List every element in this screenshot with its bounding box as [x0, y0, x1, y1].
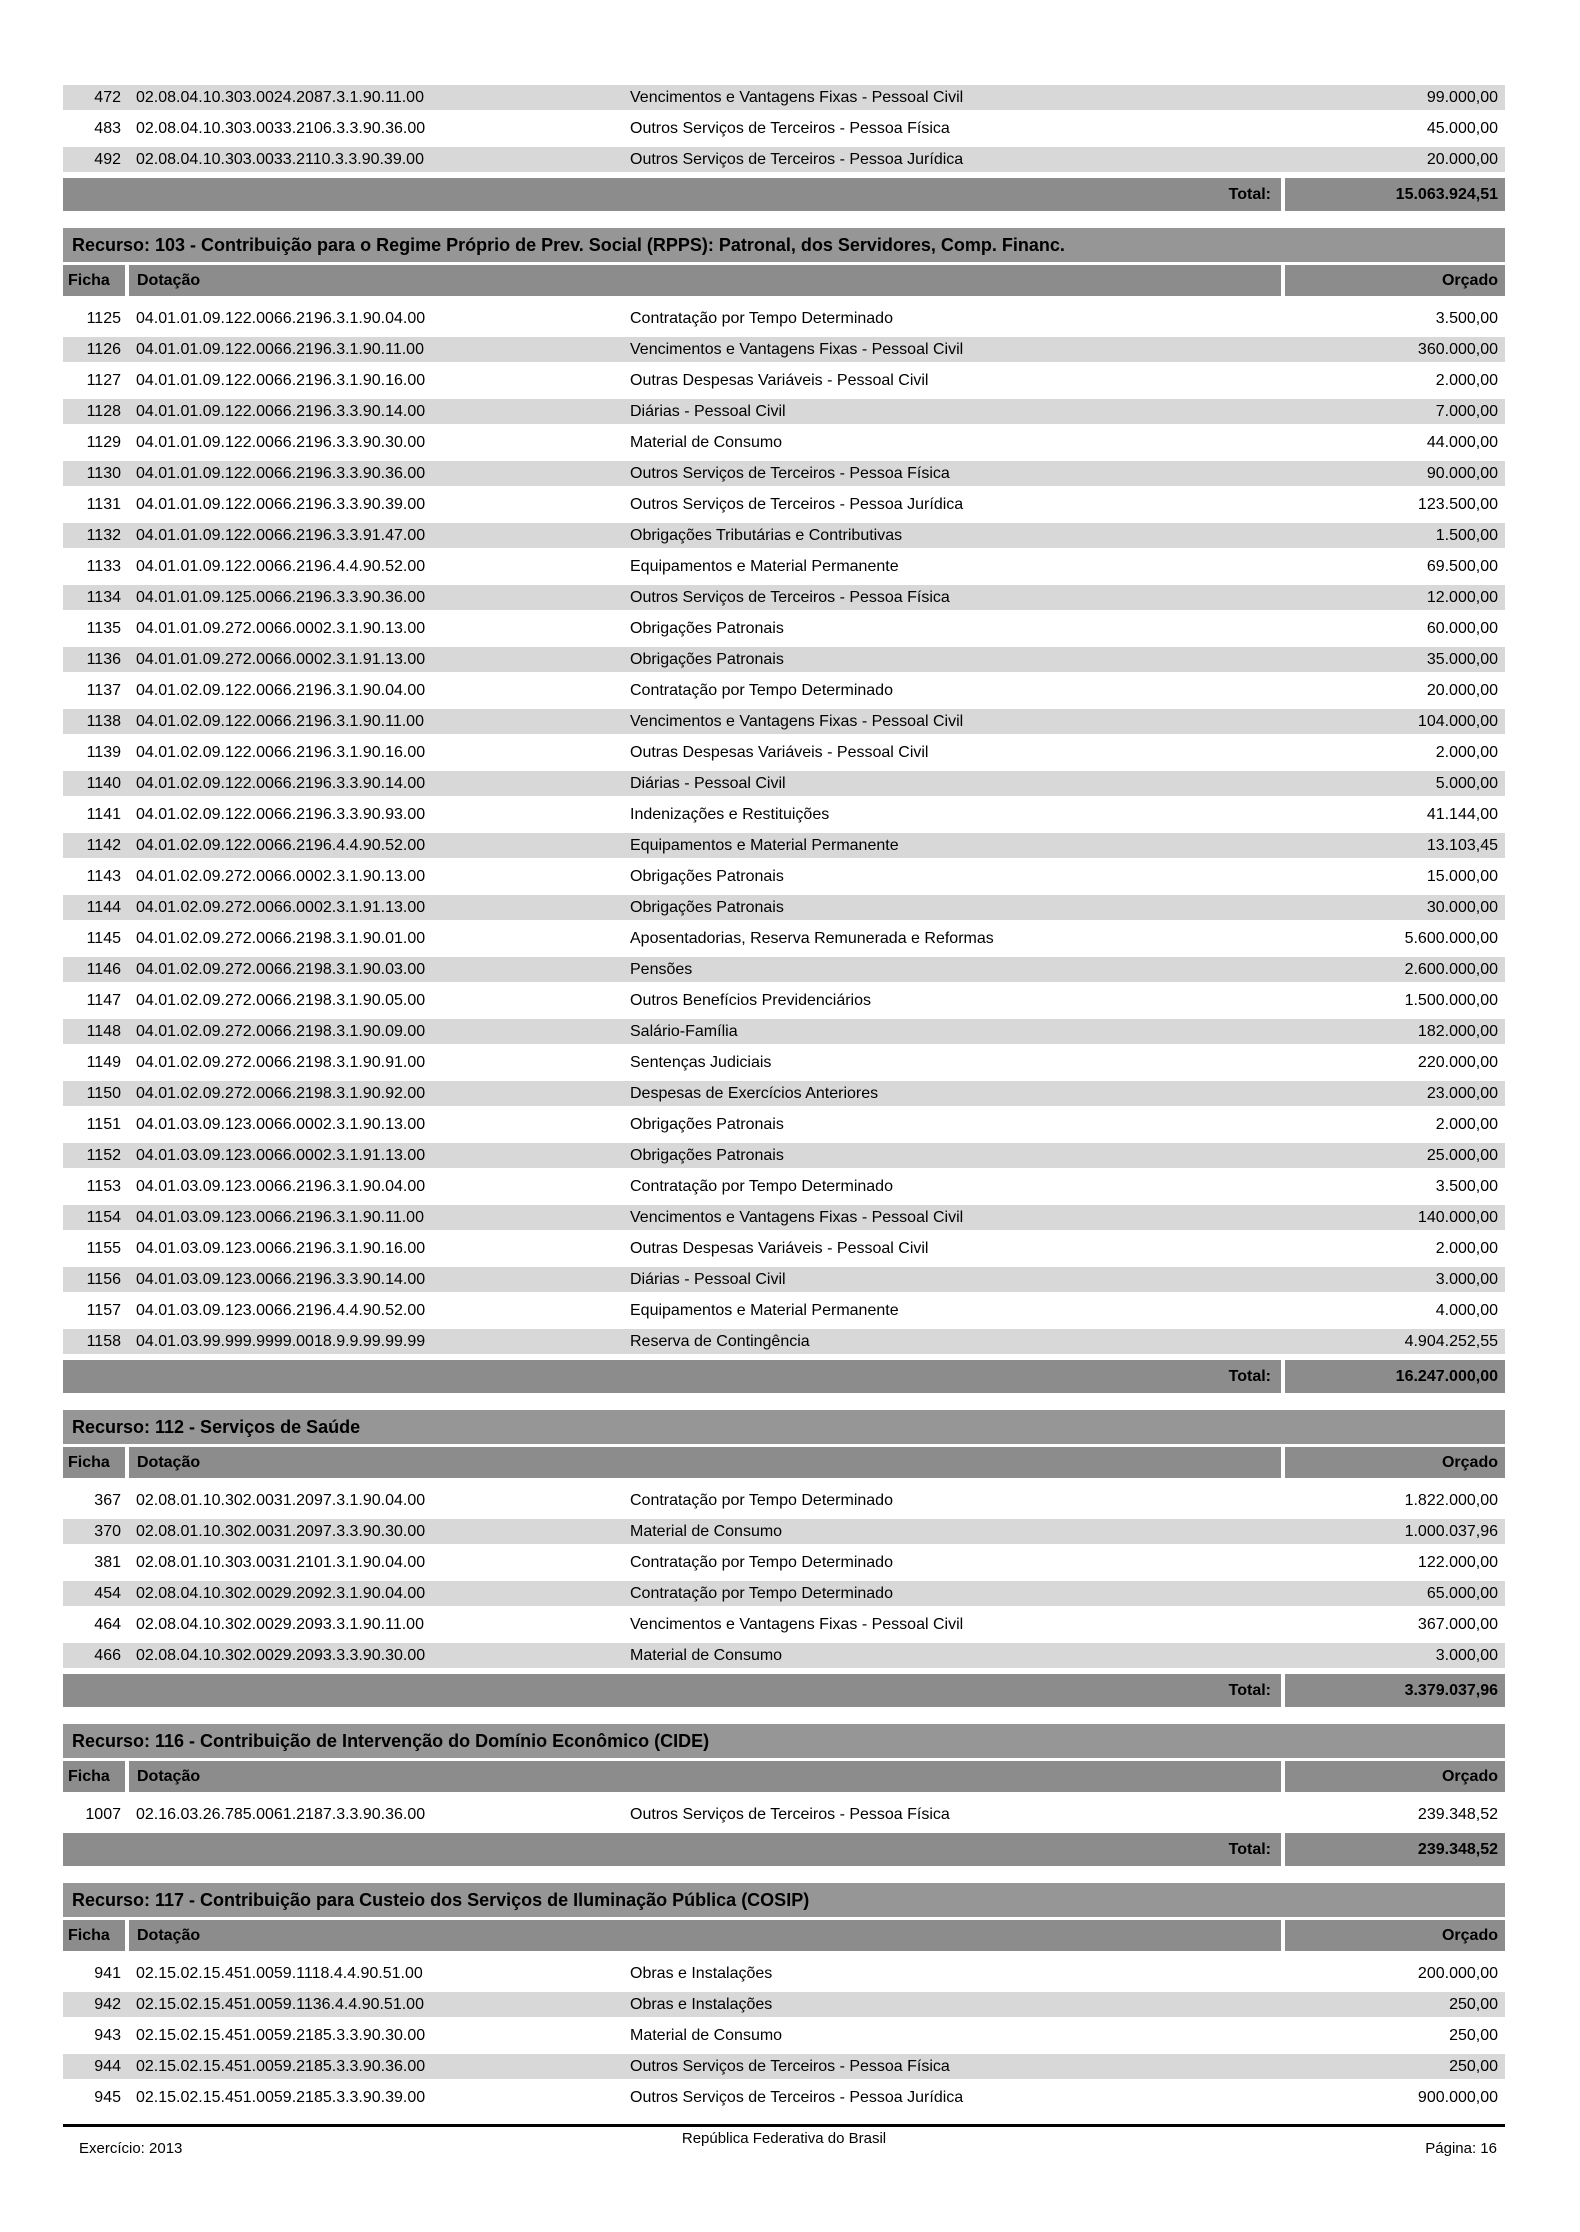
ficha-cell: 492	[94, 150, 121, 168]
table-row	[63, 2085, 1505, 2110]
orcado-cell: 99.000,00	[1426, 88, 1498, 106]
ficha-cell: 1130	[86, 464, 121, 482]
ficha-cell: 1129	[86, 433, 121, 451]
orcado-cell: 90.000,00	[1426, 464, 1498, 482]
page-footer	[63, 2124, 1505, 2187]
orcado-cell: 1.000.037,96	[1404, 1522, 1498, 1540]
footer-country-title: República Federativa do Brasil	[681, 2130, 887, 2147]
orcado-cell: 140.000,00	[1417, 1208, 1498, 1226]
ficha-cell: 1135	[86, 619, 121, 637]
descricao-cell: Outros Serviços de Terceiros - Pessoa Física	[630, 588, 950, 606]
orcado-cell: 104.000,00	[1417, 712, 1498, 730]
orcado-cell: 30.000,00	[1426, 898, 1498, 916]
column-header-ficha: Ficha	[68, 271, 110, 289]
total-label: Total:	[63, 1833, 1281, 1866]
ficha-cell: 1142	[86, 836, 121, 854]
table-row	[63, 399, 1505, 424]
descricao-cell: Outros Serviços de Terceiros - Pessoa Jurídica	[630, 2088, 964, 2106]
column-header-dotacao: Dotação	[125, 265, 1281, 296]
descricao-cell: Contratação por Tempo Determinado	[630, 681, 893, 699]
dotacao-cell: 02.08.01.10.302.0031.2097.3.1.90.04.00	[136, 1491, 426, 1509]
table-row	[63, 1019, 1505, 1044]
table-row	[63, 709, 1505, 734]
descricao-cell: Obrigações Patronais	[630, 650, 784, 668]
table-rows	[63, 306, 1505, 1354]
descricao-cell: Outras Despesas Variáveis - Pessoal Civil	[630, 1239, 929, 1257]
orcado-cell: 367.000,00	[1417, 1615, 1498, 1633]
descricao-cell: Outros Benefícios Previdenciários	[630, 991, 871, 1009]
ficha-cell: 1132	[86, 526, 121, 544]
descricao-cell: Vencimentos e Vantagens Fixas - Pessoal Civil	[630, 88, 964, 106]
ficha-cell: 472	[94, 88, 121, 106]
orcado-cell: 13.103,45	[1426, 836, 1498, 854]
table-row	[63, 1236, 1505, 1261]
dotacao-cell: 04.01.01.09.122.0066.2196.3.3.91.47.00	[136, 526, 426, 544]
ficha-cell: 945	[94, 2088, 121, 2106]
column-header-dotacao: Dotação	[125, 1761, 1281, 1792]
total-row	[63, 1833, 1505, 1866]
orcado-cell: 44.000,00	[1426, 433, 1498, 451]
descricao-cell: Outros Serviços de Terceiros - Pessoa Jurídica	[630, 495, 964, 513]
recurso-section	[63, 228, 1505, 1393]
orcado-cell: 20.000,00	[1426, 150, 1498, 168]
table-row	[63, 554, 1505, 579]
dotacao-cell: 04.01.02.09.122.0066.2196.4.4.90.52.00	[136, 836, 426, 854]
ficha-cell: 454	[94, 1584, 121, 1602]
ficha-cell: 1145	[86, 929, 121, 947]
recurso-section-title: Recurso: 112 - Serviços de Saúde	[63, 1410, 1505, 1444]
ficha-cell: 464	[94, 1615, 121, 1633]
ficha-cell: 1126	[86, 340, 121, 358]
table-row	[63, 895, 1505, 920]
ficha-cell: 1143	[86, 867, 121, 885]
table-row	[63, 523, 1505, 548]
table-row	[63, 864, 1505, 889]
dotacao-cell: 02.08.04.10.303.0033.2110.3.3.90.39.00	[136, 150, 424, 168]
footer-exercicio-label: Exercício: 2013	[79, 2140, 183, 2157]
orcado-cell: 122.000,00	[1417, 1553, 1498, 1571]
ficha-cell: 1128	[86, 402, 121, 420]
orcado-cell: 5.000,00	[1435, 774, 1498, 792]
dotacao-cell: 02.08.01.10.303.0031.2101.3.1.90.04.00	[136, 1553, 426, 1571]
recurso-section-title: Recurso: 116 - Contribuição de Intervenção do Domínio Econômico (CIDE)	[63, 1724, 1505, 1758]
descricao-cell: Equipamentos e Material Permanente	[630, 557, 899, 575]
ficha-cell: 1137	[86, 681, 121, 699]
table-row	[63, 1143, 1505, 1168]
descricao-cell: Contratação por Tempo Determinado	[630, 1491, 893, 1509]
descricao-cell: Material de Consumo	[630, 2026, 783, 2044]
table-row	[63, 1643, 1505, 1668]
orcado-cell: 45.000,00	[1426, 119, 1498, 137]
ficha-cell: 1136	[86, 650, 121, 668]
dotacao-cell: 04.01.02.09.122.0066.2196.3.1.90.04.00	[136, 681, 426, 699]
dotacao-cell: 02.16.03.26.785.0061.2187.3.3.90.36.00	[136, 1805, 426, 1823]
orcado-cell: 3.500,00	[1435, 1177, 1498, 1195]
orcado-cell: 3.000,00	[1435, 1270, 1498, 1288]
ficha-cell: 466	[94, 1646, 121, 1664]
ficha-cell: 1155	[86, 1239, 121, 1257]
ficha-cell: 943	[94, 2026, 121, 2044]
table-row	[63, 1550, 1505, 1575]
descricao-cell: Outros Serviços de Terceiros - Pessoa Física	[630, 119, 950, 137]
dotacao-cell: 04.01.03.09.123.0066.2196.3.3.90.14.00	[136, 1270, 426, 1288]
recurso-section	[63, 1410, 1505, 1707]
dotacao-cell: 02.15.02.15.451.0059.2185.3.3.90.30.00	[136, 2026, 426, 2044]
orcado-cell: 200.000,00	[1417, 1964, 1498, 1982]
dotacao-cell: 04.01.03.09.123.0066.2196.3.1.90.16.00	[136, 1239, 426, 1257]
descricao-cell: Outros Serviços de Terceiros - Pessoa Jurídica	[630, 150, 964, 168]
descricao-cell: Obras e Instalações	[630, 1995, 773, 2013]
descricao-cell: Outros Serviços de Terceiros - Pessoa Física	[630, 2057, 950, 2075]
descricao-cell: Vencimentos e Vantagens Fixas - Pessoal Civil	[630, 712, 964, 730]
ficha-cell: 1138	[86, 712, 121, 730]
orcado-cell: 360.000,00	[1417, 340, 1498, 358]
table-row	[63, 1050, 1505, 1075]
dotacao-cell: 04.01.01.09.122.0066.2196.3.3.90.39.00	[136, 495, 426, 513]
column-header-ficha: Ficha	[68, 1453, 110, 1471]
descricao-cell: Obrigações Tributárias e Contributivas	[630, 526, 903, 544]
ficha-cell: 941	[94, 1964, 121, 1982]
dotacao-cell: 04.01.01.09.122.0066.2196.3.1.90.04.00	[136, 309, 426, 327]
orcado-cell: 41.144,00	[1426, 805, 1498, 823]
dotacao-cell: 04.01.01.09.122.0066.2196.3.1.90.11.00	[136, 340, 424, 358]
ficha-cell: 483	[94, 119, 121, 137]
dotacao-cell: 04.01.01.09.122.0066.2196.4.4.90.52.00	[136, 557, 426, 575]
table-row	[63, 740, 1505, 765]
table-row	[63, 337, 1505, 362]
dotacao-cell: 04.01.02.09.272.0066.0002.3.1.91.13.00	[136, 898, 426, 916]
ficha-cell: 370	[94, 1522, 121, 1540]
column-header-orcado: Orçado	[1281, 265, 1505, 296]
ficha-cell: 1151	[86, 1115, 121, 1133]
table-row	[63, 116, 1505, 141]
descricao-cell: Contratação por Tempo Determinado	[630, 1177, 893, 1195]
orcado-cell: 60.000,00	[1426, 619, 1498, 637]
ficha-cell: 1146	[86, 960, 121, 978]
table-rows	[63, 1802, 1505, 1827]
orcado-cell: 239.348,52	[1417, 1805, 1498, 1823]
ficha-cell: 1133	[86, 557, 121, 575]
table-row	[63, 1267, 1505, 1292]
total-label: Total:	[63, 1674, 1281, 1707]
ficha-cell: 1153	[86, 1177, 121, 1195]
descricao-cell: Diárias - Pessoal Civil	[630, 774, 786, 792]
descricao-cell: Contratação por Tempo Determinado	[630, 309, 893, 327]
descricao-cell: Vencimentos e Vantagens Fixas - Pessoal Civil	[630, 1615, 964, 1633]
column-header-row	[63, 1447, 1505, 1478]
orcado-cell: 1.822.000,00	[1404, 1491, 1498, 1509]
orcado-cell: 2.600.000,00	[1404, 960, 1498, 978]
column-header-ficha: Ficha	[68, 1926, 110, 1944]
descricao-cell: Obrigações Patronais	[630, 867, 784, 885]
orcado-cell: 12.000,00	[1426, 588, 1498, 606]
dotacao-cell: 04.01.01.09.122.0066.2196.3.1.90.16.00	[136, 371, 426, 389]
recurso-section	[63, 1724, 1505, 1866]
dotacao-cell: 04.01.03.09.123.0066.2196.3.1.90.11.00	[136, 1208, 424, 1226]
footer-page-number: Página: 16	[1425, 2140, 1497, 2157]
total-value: 3.379.037,96	[1285, 1674, 1505, 1707]
total-value: 16.247.000,00	[1285, 1360, 1505, 1393]
table-row	[63, 988, 1505, 1013]
dotacao-cell: 04.01.02.09.272.0066.2198.3.1.90.05.00	[136, 991, 426, 1009]
ficha-cell: 381	[94, 1553, 121, 1571]
table-row	[63, 1205, 1505, 1230]
orcado-cell: 250,00	[1449, 2026, 1498, 2044]
dotacao-cell: 02.08.04.10.302.0029.2093.3.1.90.11.00	[136, 1615, 424, 1633]
column-header-ficha: Ficha	[68, 1767, 110, 1785]
table-row	[63, 1992, 1505, 2017]
recurso-section	[63, 85, 1505, 211]
dotacao-cell: 02.15.02.15.451.0059.2185.3.3.90.39.00	[136, 2088, 426, 2106]
table-rows	[63, 1488, 1505, 1668]
table-row	[63, 1081, 1505, 1106]
ficha-cell: 1127	[86, 371, 121, 389]
descricao-cell: Obrigações Patronais	[630, 619, 784, 637]
ficha-cell: 1156	[86, 1270, 121, 1288]
dotacao-cell: 02.08.01.10.302.0031.2097.3.3.90.30.00	[136, 1522, 426, 1540]
orcado-cell: 2.000,00	[1435, 743, 1498, 761]
ficha-cell: 1152	[86, 1146, 121, 1164]
orcado-cell: 220.000,00	[1417, 1053, 1498, 1071]
table-row	[63, 678, 1505, 703]
orcado-cell: 20.000,00	[1426, 681, 1498, 699]
table-row	[63, 957, 1505, 982]
sections-container	[63, 75, 1505, 2127]
table-row	[63, 1802, 1505, 1827]
ficha-cell: 1147	[86, 991, 121, 1009]
dotacao-cell: 04.01.01.09.122.0066.2196.3.3.90.30.00	[136, 433, 426, 451]
table-row	[63, 1112, 1505, 1137]
table-row	[63, 430, 1505, 455]
table-row	[63, 85, 1505, 110]
descricao-cell: Outros Serviços de Terceiros - Pessoa Física	[630, 464, 950, 482]
dotacao-cell: 04.01.03.09.123.0066.2196.4.4.90.52.00	[136, 1301, 426, 1319]
descricao-cell: Indenizações e Restituições	[630, 805, 830, 823]
recurso-section-title: Recurso: 117 - Contribuição para Custeio dos Serviços de Iluminação Pública (COSIP)	[63, 1883, 1505, 1917]
descricao-cell: Pensões	[630, 960, 693, 978]
dotacao-cell: 04.01.02.09.272.0066.2198.3.1.90.03.00	[136, 960, 426, 978]
dotacao-cell: 02.08.04.10.302.0029.2092.3.1.90.04.00	[136, 1584, 426, 1602]
table-row	[63, 1581, 1505, 1606]
ficha-cell: 1157	[86, 1301, 121, 1319]
dotacao-cell: 04.01.02.09.272.0066.0002.3.1.90.13.00	[136, 867, 426, 885]
table-row	[63, 585, 1505, 610]
orcado-cell: 2.000,00	[1435, 371, 1498, 389]
orcado-cell: 1.500.000,00	[1404, 991, 1498, 1009]
dotacao-cell: 04.01.03.09.123.0066.0002.3.1.90.13.00	[136, 1115, 426, 1133]
descricao-cell: Reserva de Contingência	[630, 1332, 810, 1350]
table-row	[63, 926, 1505, 951]
descricao-cell: Obrigações Patronais	[630, 898, 784, 916]
orcado-cell: 2.000,00	[1435, 1115, 1498, 1133]
orcado-cell: 7.000,00	[1435, 402, 1498, 420]
column-header-row	[63, 265, 1505, 296]
dotacao-cell: 04.01.02.09.122.0066.2196.3.1.90.16.00	[136, 743, 426, 761]
orcado-cell: 23.000,00	[1426, 1084, 1498, 1102]
table-row	[63, 802, 1505, 827]
ficha-cell: 1149	[86, 1053, 121, 1071]
table-row	[63, 616, 1505, 641]
table-row	[63, 771, 1505, 796]
table-row	[63, 368, 1505, 393]
total-label: Total:	[63, 1360, 1281, 1393]
dotacao-cell: 04.01.02.09.122.0066.2196.3.1.90.11.00	[136, 712, 424, 730]
descricao-cell: Outros Serviços de Terceiros - Pessoa Física	[630, 1805, 950, 1823]
dotacao-cell: 02.08.04.10.302.0029.2093.3.3.90.30.00	[136, 1646, 426, 1664]
dotacao-cell: 04.01.02.09.122.0066.2196.3.3.90.93.00	[136, 805, 426, 823]
orcado-cell: 3.000,00	[1435, 1646, 1498, 1664]
ficha-cell: 944	[94, 2057, 121, 2075]
table-rows	[63, 85, 1505, 172]
descricao-cell: Material de Consumo	[630, 433, 783, 451]
orcado-cell: 250,00	[1449, 2057, 1498, 2075]
dotacao-cell: 02.15.02.15.451.0059.1118.4.4.90.51.00	[136, 1964, 423, 1982]
descricao-cell: Vencimentos e Vantagens Fixas - Pessoal Civil	[630, 340, 964, 358]
dotacao-cell: 04.01.01.09.272.0066.0002.3.1.90.13.00	[136, 619, 426, 637]
dotacao-cell: 02.15.02.15.451.0059.2185.3.3.90.36.00	[136, 2057, 426, 2075]
dotacao-cell: 02.15.02.15.451.0059.1136.4.4.90.51.00	[136, 1995, 424, 2013]
descricao-cell: Vencimentos e Vantagens Fixas - Pessoal Civil	[630, 1208, 964, 1226]
dotacao-cell: 04.01.02.09.122.0066.2196.3.3.90.14.00	[136, 774, 426, 792]
ficha-cell: 1148	[86, 1022, 121, 1040]
table-row	[63, 1519, 1505, 1544]
orcado-cell: 1.500,00	[1435, 526, 1498, 544]
orcado-cell: 69.500,00	[1426, 557, 1498, 575]
orcado-cell: 4.000,00	[1435, 1301, 1498, 1319]
orcado-cell: 123.500,00	[1417, 495, 1498, 513]
table-row	[63, 833, 1505, 858]
dotacao-cell: 04.01.03.09.123.0066.2196.3.1.90.04.00	[136, 1177, 426, 1195]
ficha-cell: 1007	[85, 1805, 121, 1823]
descricao-cell: Outras Despesas Variáveis - Pessoal Civil	[630, 743, 929, 761]
column-header-orcado: Orçado	[1281, 1761, 1505, 1792]
descricao-cell: Salário-Família	[630, 1022, 738, 1040]
orcado-cell: 900.000,00	[1417, 2088, 1498, 2106]
column-header-orcado: Orçado	[1281, 1920, 1505, 1951]
descricao-cell: Material de Consumo	[630, 1522, 783, 1540]
dotacao-cell: 04.01.01.09.122.0066.2196.3.3.90.36.00	[136, 464, 426, 482]
column-header-dotacao: Dotação	[125, 1447, 1281, 1478]
descricao-cell: Outras Despesas Variáveis - Pessoal Civil	[630, 371, 929, 389]
ficha-cell: 1125	[86, 309, 121, 327]
table-row	[63, 492, 1505, 517]
orcado-cell: 35.000,00	[1426, 650, 1498, 668]
dotacao-cell: 04.01.01.09.122.0066.2196.3.3.90.14.00	[136, 402, 426, 420]
recurso-section	[63, 1883, 1505, 2110]
column-header-row	[63, 1761, 1505, 1792]
orcado-cell: 3.500,00	[1435, 309, 1498, 327]
table-row	[63, 2054, 1505, 2079]
column-header-orcado: Orçado	[1281, 1447, 1505, 1478]
total-label: Total:	[63, 178, 1281, 211]
descricao-cell: Contratação por Tempo Determinado	[630, 1553, 893, 1571]
ficha-cell: 1131	[86, 495, 121, 513]
descricao-cell: Diárias - Pessoal Civil	[630, 402, 786, 420]
descricao-cell: Aposentadorias, Reserva Remunerada e Reformas	[630, 929, 994, 947]
descricao-cell: Obrigações Patronais	[630, 1115, 784, 1133]
column-header-row	[63, 1920, 1505, 1951]
dotacao-cell: 04.01.03.99.999.9999.0018.9.9.99.99.99	[136, 1332, 426, 1350]
descricao-cell: Contratação por Tempo Determinado	[630, 1584, 893, 1602]
orcado-cell: 5.600.000,00	[1404, 929, 1498, 947]
orcado-cell: 4.904.252,55	[1404, 1332, 1498, 1350]
recurso-section-title: Recurso: 103 - Contribuição para o Regime Próprio de Prev. Social (RPPS): Patronal, dos Servidores, Comp. Financ.	[63, 228, 1505, 262]
orcado-cell: 250,00	[1449, 1995, 1498, 2013]
ficha-cell: 367	[94, 1491, 121, 1509]
column-header-dotacao: Dotação	[125, 1920, 1281, 1951]
total-row	[63, 178, 1505, 211]
table-row	[63, 461, 1505, 486]
ficha-cell: 1154	[86, 1208, 121, 1226]
dotacao-cell: 04.01.01.09.272.0066.0002.3.1.91.13.00	[136, 650, 426, 668]
table-row	[63, 1174, 1505, 1199]
ficha-cell: 942	[94, 1995, 121, 2013]
descricao-cell: Obrigações Patronais	[630, 1146, 784, 1164]
ficha-cell: 1144	[86, 898, 121, 916]
descricao-cell: Diárias - Pessoal Civil	[630, 1270, 786, 1288]
orcado-cell: 25.000,00	[1426, 1146, 1498, 1164]
descricao-cell: Obras e Instalações	[630, 1964, 773, 1982]
orcado-cell: 15.000,00	[1426, 867, 1498, 885]
ficha-cell: 1141	[86, 805, 121, 823]
ficha-cell: 1158	[86, 1332, 121, 1350]
descricao-cell: Equipamentos e Material Permanente	[630, 1301, 899, 1319]
table-row	[63, 1329, 1505, 1354]
ficha-cell: 1134	[86, 588, 121, 606]
table-row	[63, 647, 1505, 672]
total-value: 239.348,52	[1285, 1833, 1505, 1866]
total-value: 15.063.924,51	[1285, 178, 1505, 211]
dotacao-cell: 04.01.02.09.272.0066.2198.3.1.90.01.00	[136, 929, 426, 947]
table-row	[63, 1488, 1505, 1513]
table-row	[63, 306, 1505, 331]
dotacao-cell: 04.01.02.09.272.0066.2198.3.1.90.09.00	[136, 1022, 426, 1040]
table-row	[63, 2023, 1505, 2048]
dotacao-cell: 04.01.02.09.272.0066.2198.3.1.90.91.00	[136, 1053, 426, 1071]
dotacao-cell: 04.01.01.09.125.0066.2196.3.3.90.36.00	[136, 588, 426, 606]
table-row	[63, 1961, 1505, 1986]
ficha-cell: 1150	[86, 1084, 121, 1102]
descricao-cell: Material de Consumo	[630, 1646, 783, 1664]
table-row	[63, 1612, 1505, 1637]
orcado-cell: 2.000,00	[1435, 1239, 1498, 1257]
total-row	[63, 1674, 1505, 1707]
descricao-cell: Despesas de Exercícios Anteriores	[630, 1084, 879, 1102]
table-row	[63, 1298, 1505, 1323]
table-rows	[63, 1961, 1505, 2110]
dotacao-cell: 02.08.04.10.303.0033.2106.3.3.90.36.00	[136, 119, 426, 137]
ficha-cell: 1140	[86, 774, 121, 792]
total-row	[63, 1360, 1505, 1393]
ficha-cell: 1139	[86, 743, 121, 761]
descricao-cell: Sentenças Judiciais	[630, 1053, 772, 1071]
dotacao-cell: 04.01.03.09.123.0066.0002.3.1.91.13.00	[136, 1146, 426, 1164]
dotacao-cell: 04.01.02.09.272.0066.2198.3.1.90.92.00	[136, 1084, 426, 1102]
table-row	[63, 147, 1505, 172]
descricao-cell: Equipamentos e Material Permanente	[630, 836, 899, 854]
dotacao-cell: 02.08.04.10.303.0024.2087.3.1.90.11.00	[136, 88, 424, 106]
orcado-cell: 65.000,00	[1426, 1584, 1498, 1602]
orcado-cell: 182.000,00	[1417, 1022, 1498, 1040]
